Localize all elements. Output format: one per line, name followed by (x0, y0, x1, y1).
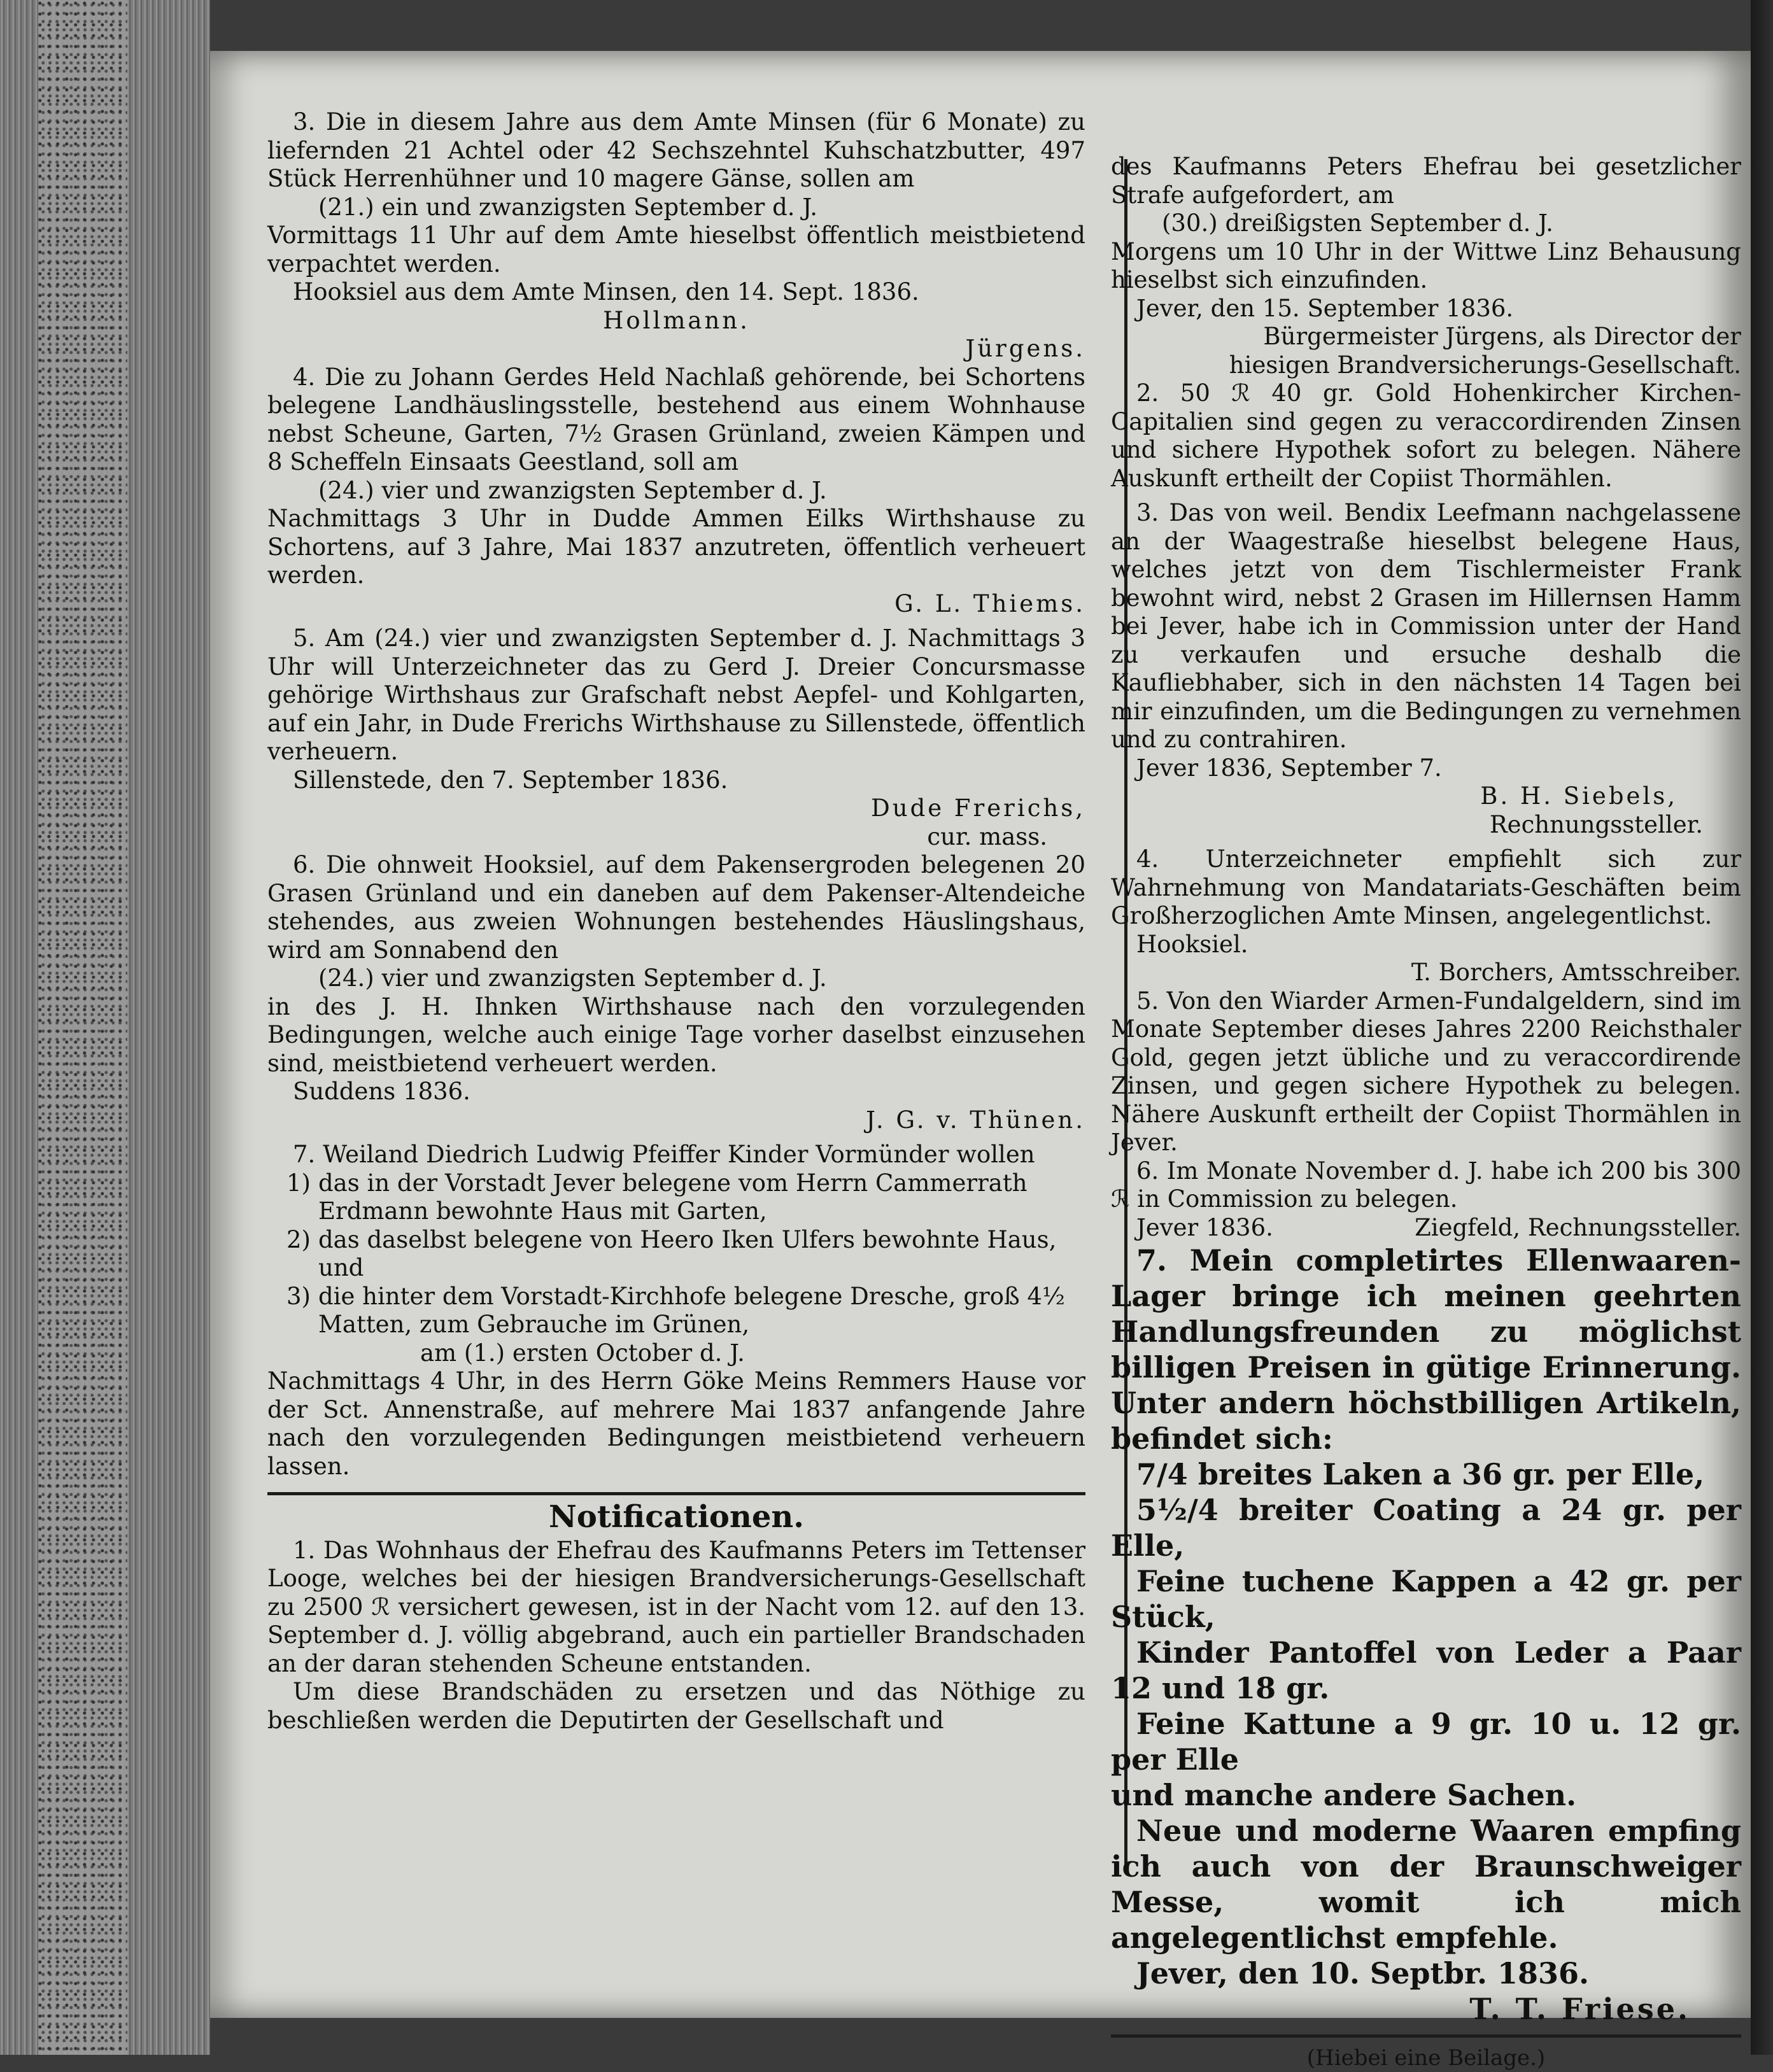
notification-2-text: 2. 50 ℛ 40 gr. Gold Hohenkircher Kirchen-Capitalien sind gegen zu veraccordirenden Zinsen und sichere Hypothek sofort zu belegen. Nähere Auskunft ertheilt der Copiist Thormählen. (1111, 379, 1741, 493)
notice-3-date: (21.) ein und zwanzigsten September d. J. (267, 194, 1085, 222)
notification-3-place: Jever 1836, September 7. (1111, 754, 1741, 783)
notice-5-sig2: cur. mass. (267, 823, 1085, 852)
list-item (318, 1226, 1085, 1283)
list-item (318, 1169, 1085, 1226)
notice-4-date: (24.) vier und zwanzigsten September d. J. (267, 477, 1085, 505)
advert-line: Feine Kattune a 9 gr. 10 u. 12 gr. per Elle (1111, 1706, 1741, 1777)
notice-5-place: Sillenstede, den 7. September 1836. (267, 766, 1085, 795)
notification-7-advert (1111, 1243, 1741, 2027)
notice-6-text: 6. Die ohnweit Hooksiel, auf dem Pakensergroden belegenen 20 Grasen Grünland und ein daneben auf dem Pakenser-Altendeiche stehendes, aus zweien Wohnungen bestehendes Häuslingshaus, wird am Sonnabend den (267, 851, 1085, 964)
list-item-number: 2) (286, 1226, 311, 1255)
supplement-note: (Hiebei eine Beilage.) (1111, 2044, 1741, 2072)
notification-3-text: 3. Das von weil. Bendix Leefmann nachgelassene an der Waagestraße hieselbst belegene Haus, welches jetzt von dem Tischlermeister Frank bewohnt wird, nebst 2 Grasen im Hillernsen Hamm bei Jever, habe ich in Commission unter der Hand zu verkaufen und ersuche deshalb die Kaufliebhaber, sich in den nächsten 14 Tagen bei mir einzufinden, um die Bedingungen zu vernehmen und zu contrahiren. (1111, 499, 1741, 754)
notice-4-sig: G. L. Thiems. (267, 590, 1085, 619)
notification-4-place: Hooksiel. (1111, 931, 1741, 959)
notification-1-text2: Um diese Brandschäden zu ersetzen und das Nöthige zu beschließen werden die Deputirten der Gesellschaft und (267, 1678, 1085, 1735)
notice-6-place: Suddens 1836. (267, 1078, 1085, 1106)
notice-7-list (267, 1169, 1085, 1339)
notice-4-text: 4. Die zu Johann Gerdes Held Nachlaß gehörende, bei Schortens belegene Landhäuslingsstelle, bestehend aus einem Wohnhause nebst Scheune, Garten, 7½ Grasen Grünland, zweien Kämpen und 8 Scheffeln Einsaats Geestland, soll am (267, 363, 1085, 477)
advert-line: und manche andere Sachen. (1111, 1777, 1741, 1813)
advert-line: 7/4 breites Laken a 36 gr. per Elle, (1111, 1456, 1741, 1492)
notice-6-sig: J. G. v. Thünen. (267, 1106, 1085, 1135)
advert-line: 5½/4 breiter Coating a 24 gr. per Elle, (1111, 1492, 1741, 1563)
notification-5-text: 5. Von den Wiarder Armen-Fundalgeldern, sind im Monate September dieses Jahres 2200 Reichsthaler Gold, gegen jetzt übliche und zu veraccordirende Zinsen, und gegen sichere Hypothek zu belegen. Nähere Auskunft ertheilt der Copiist Thormählen in Jever. (1111, 987, 1741, 1157)
notification-4-sig: T. Borchers, Amtsschreiber. (1111, 959, 1741, 987)
notification-1-cont: des Kaufmanns Peters Ehefrau bei gesetzlicher Strafe aufgefordert, am (1111, 153, 1741, 209)
notice-7-text2: Nachmittags 4 Uhr, in des Herrn Göke Meins Remmers Hause vor der Sct. Annenstraße, auf mehrere Mai 1837 anfangende Jahre nach den vorzulegenden Bedingungen meistbietend verheuern lassen. (267, 1367, 1085, 1481)
section-rule (267, 1492, 1085, 1495)
notification-1-place: Jever, den 15. September 1836. (1111, 295, 1741, 323)
notification-1-sig1: Bürgermeister Jürgens, als Director der (1111, 323, 1741, 351)
list-item-text: das in der Vorstadt Jever belegene vom Herrn Cammerrath Erdmann bewohnte Haus mit Garten, (318, 1169, 1028, 1225)
notification-3-sig1: B. H. Siebels, (1111, 782, 1741, 811)
right-column (1111, 153, 1741, 2072)
page-gutter (1751, 0, 1773, 2055)
section-rule (1111, 2034, 1741, 2038)
notification-4-text: 4. Unterzeichneter empfiehlt sich zur Wahrnehmung von Mandatariats-Geschäften beim Großherzoglichen Amte Minsen, angelegentlichst. (1111, 845, 1741, 931)
advert-line: Feine tuchene Kappen a 42 gr. per Stück, (1111, 1563, 1741, 1635)
notice-3-text: 3. Die in diesem Jahre aus dem Amte Minsen (für 6 Monate) zu liefernden 21 Achtel oder 42 Sechszehntel Kuhschatzbutter, 497 Stück Herrenhühner und 10 magere Gänse, sollen am (267, 108, 1085, 194)
left-column (267, 108, 1085, 1735)
notification-6-place: Jever 1836. (1111, 1214, 1741, 1243)
advert-signature: T. T. Friese. (1111, 1991, 1741, 2027)
notice-7-text: 7. Weiland Diedrich Ludwig Pfeiffer Kinder Vormünder wollen (267, 1141, 1085, 1169)
notification-1-sig2: hiesigen Brandversicherungs-Gesellschaft. (1111, 351, 1741, 380)
notice-3-sig1: Hollmann. (267, 307, 1085, 335)
notification-3-sig2: Rechnungssteller. (1111, 811, 1741, 840)
list-item-text: die hinter dem Vorstadt-Kirchhofe belegene Dresche, groß 4½ Matten, zum Gebrauche im Grünen, (318, 1283, 1065, 1339)
notice-3-place: Hooksiel aus dem Amte Minsen, den 14. Sept. 1836. (267, 278, 1085, 307)
advert-line: Kinder Pantoffel von Leder a Paar 12 und 18 gr. (1111, 1635, 1741, 1706)
notice-6-date: (24.) vier und zwanzigsten September d. J. (267, 964, 1085, 993)
list-item-number: 3) (286, 1283, 311, 1311)
notification-1-text3: Morgens um 10 Uhr in der Wittwe Linz Behausung hieselbst sich einzufinden. (1111, 238, 1741, 295)
list-item-number: 1) (286, 1169, 311, 1198)
notice-5-sig: Dude Frerichs, (267, 794, 1085, 823)
notice-7-date: am (1.) ersten October d. J. (267, 1339, 1085, 1368)
book-edge (0, 0, 210, 2055)
notifications-heading: Notificationen. (267, 1503, 1085, 1532)
notification-1-text: 1. Das Wohnhaus der Ehefrau des Kaufmanns Peters im Tettenser Looge, welches bei der hiesigen Brandversicherungs-Gesellschaft zu 2500 ℛ versichert gewesen, ist in der Nacht vom 12. auf den 13. September d. J. völlig abgebrand, auch ein partieller Brandschaden an der daran stehenden Scheune entstanden. (267, 1537, 1085, 1679)
notice-3-sig2: Jürgens. (267, 335, 1085, 363)
notice-4-text2: Nachmittags 3 Uhr in Dudde Ammen Eilks Wirthshause zu Schortens, auf 3 Jahre, Mai 1837 anzutreten, öffentlich verheuert werden. (267, 505, 1085, 590)
advert-line: 7. Mein completirtes Ellenwaaren-Lager bringe ich meinen geehrten Handlungsfreunden zu möglichst billigen Preisen in gütige Erinnerung. Unter andern höchstbilligen Artikeln, befindet sich: (1111, 1243, 1741, 1456)
list-item (318, 1283, 1085, 1339)
notification-1-date: (30.) dreißigsten September d. J. (1111, 209, 1741, 238)
advert-line: Neue und moderne Waaren empfing ich auch von der Braunschweiger Messe, womit ich mich angelegentlichst empfehle. (1111, 1813, 1741, 1956)
notice-5-text: 5. Am (24.) vier und zwanzigsten September d. J. Nachmittags 3 Uhr will Unterzeichneter das zu Gerd J. Dreier Concursmasse gehörige Wirthshaus zur Grafschaft nebst Aepfel- und Kohlgarten, auf ein Jahr, in Dude Frerichs Wirthshause zu Sillenstede, öffentlich verheuern. (267, 624, 1085, 766)
advert-line: Jever, den 10. Septbr. 1836. (1111, 1956, 1741, 1991)
notice-3-text2: Vormittags 11 Uhr auf dem Amte hieselbst öffentlich meistbietend verpachtet werden. (267, 222, 1085, 278)
page-block-speckle (38, 0, 127, 2055)
notice-6-text2: in des J. H. Ihnken Wirthshause nach den vorzulegenden Bedingungen, welche auch einige Tage vorher daselbst einzusehen sind, meistbietend verheuert werden. (267, 993, 1085, 1078)
list-item-text: das daselbst belegene von Heero Iken Ulfers bewohnte Haus, und (318, 1226, 1056, 1282)
notification-6-sig: Ziegfeld, Rechnungssteller. (1111, 1214, 1741, 1243)
notification-6-text: 6. Im Monate November d. J. habe ich 200 bis 300 ℛ in Commission zu belegen. (1111, 1157, 1741, 1214)
